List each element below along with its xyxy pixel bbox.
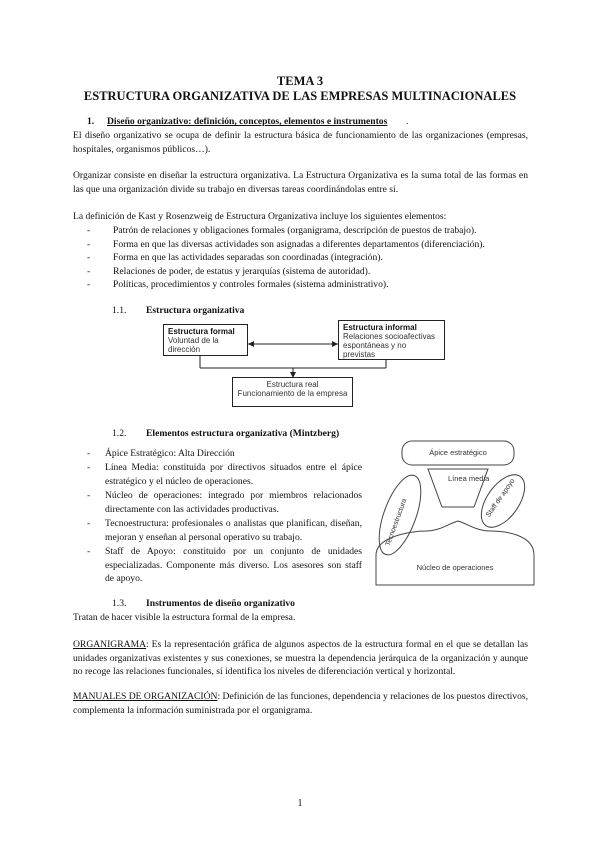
page-title: ESTRUCTURA ORGANIZATIVA DE LAS EMPRESAS MULTINACIONALES xyxy=(83,89,517,103)
manuales-term: MANUALES DE ORGANIZACIÓN xyxy=(73,691,218,702)
paragraph-kast: La definición de Kast y Rosenzweig de Estructura Organizativa incluye los siguientes elementos: xyxy=(73,211,447,222)
paragraph-organize: Organizar consiste en diseñar la estructura organizativa. La Estructura Organizativa es la suma total de las formas en las que una organización divide su trabajo en diversas tareas coordinándolas entre sí. xyxy=(73,170,528,195)
section-1-2-title: Elementos estructura organizativa (Mintzberg) xyxy=(146,428,340,439)
list-item: - Ápice Estratégico: Alta Dirección xyxy=(87,447,362,461)
list-item: - Línea Media: constituida por directivos situados entre el ápice estratégico y el núcleo de operaciones. xyxy=(87,462,362,487)
elements-list: - Patrón de relaciones y obligaciones formales (organigrama, descripción de puestos de trabajo). - Forma en que las diversas actividades son asignadas a diferentes departamentos (diferenciación). - Forma en que las actividades separadas son coordinadas (integración). - Relaciones de poder, de estatus y jerarquías (sistema de autoridad). - Políticas, procedimientos y controles formales (sistema administrativo). xyxy=(87,225,485,290)
section-1-title-end: . xyxy=(406,116,409,127)
list-item: - Staff de Apoyo: constituido por un conjunto de unidades especializadas. Componente más diverso. Los asesores son staff de apoyo. xyxy=(87,546,362,584)
section-1-number: 1. xyxy=(87,116,95,127)
instruments-intro: Tratan de hacer visible la estructura formal de la empresa. xyxy=(73,612,296,623)
informal-structure-title: Estructura informal xyxy=(343,323,417,332)
formal-structure-title: Estructura formal xyxy=(168,327,235,336)
mintzberg-diagram xyxy=(370,435,540,595)
page-number: 1 xyxy=(297,798,303,809)
section-1-title: Diseño organizativo: definición, conceptos, elementos e instrumentos xyxy=(107,116,388,127)
manuales-text: : Definición de las funciones, dependencia y relaciones de los puestos directivos, complementa la información suministrada por el organigrama. xyxy=(73,691,528,716)
organigrama-text: : Es la representación gráfica de algunos aspectos de la estructura formal en el que se detallan las unidades organizativas existentes y sus conexiones, se muestra la dependencia jerárquica de la organización y aunque no recoge las relaciones funcionales, sí identifica los niveles de diferenciación vertical y horizontal. xyxy=(73,639,528,677)
list-item-text: Patrón de relaciones y obligaciones formales (organigrama, descripción de puestos de trabajo). xyxy=(113,225,477,236)
manuales-paragraph xyxy=(73,690,528,717)
core-shape xyxy=(376,521,534,585)
formal-structure-box xyxy=(163,324,248,356)
list-item-text: Ápice Estratégico: Alta Dirección xyxy=(105,448,235,459)
organigrama-term: ORGANIGRAMA xyxy=(73,639,147,650)
list-item: - Núcleo de operaciones: integrado por miembros relacionados directamente con las actividades productivas. xyxy=(87,490,362,515)
real-structure-box xyxy=(232,377,353,407)
list-item-text: Forma en que las diversas actividades son asignadas a diferentes departamentos (diferenciación). xyxy=(113,238,485,250)
list-item-text: Tecnoestructura: profesionales o analistas que planifican, diseñan, mejoran y enseñan al personal operativo su trabajo. xyxy=(105,518,362,543)
list-item: - Tecnoestructura: profesionales o analistas que planifican, diseñan, mejoran y enseñan al personal operativo su trabajo. xyxy=(87,518,362,543)
section-1-3-number: 1.3. xyxy=(112,598,127,609)
section-1-2-number: 1.2. xyxy=(112,428,127,439)
formal-structure-subtitle: Voluntad de la dirección xyxy=(168,336,219,354)
list-item-text: Línea Media: constituida por directivos situados entre el ápice estratégico y el núcleo de operaciones. xyxy=(105,462,362,487)
core-label: Núcleo de operaciones xyxy=(416,563,494,572)
organigrama-paragraph xyxy=(73,638,528,679)
informal-structure-subtitle-1: Relaciones socioafectivas xyxy=(343,332,436,341)
section-1-1-title: Estructura organizativa xyxy=(146,305,245,316)
list-item-text: Staff de Apoyo: constituido por un conjunto de unidades especializadas. Componente más diverso. Los asesores son staff de apoyo. xyxy=(105,546,362,584)
apex-label: Ápice estratégico xyxy=(429,448,487,457)
section-1-3-title: Instrumentos de diseño organizativo xyxy=(146,598,295,609)
list-item-text: Relaciones de poder, de estatus y jerarquías (sistema de autoridad). xyxy=(113,265,371,277)
tema-title: TEMA 3 xyxy=(276,74,324,88)
list-item-text: Forma en que las actividades separadas son coordinadas (integración). xyxy=(113,252,383,263)
arrow-left-icon xyxy=(248,341,254,347)
paragraph-design: El diseño organizativo se ocupa de definir la estructura básica de funcionamiento de las organizaciones (empresas, hospitales, organismos públicos…). xyxy=(73,130,528,155)
list-item-text: Políticas, procedimientos y controles formales (sistema administrativo). xyxy=(113,279,389,290)
real-structure-title: Estructura real xyxy=(266,380,319,389)
list-item-text: Núcleo de operaciones: integrado por miembros relacionados directamente con las actividades productivas. xyxy=(105,490,362,515)
techno-label: Tecnoestructura xyxy=(384,497,409,548)
line-label: Línea media xyxy=(448,474,490,483)
real-structure-subtitle: Funcionamiento de la empresa xyxy=(237,389,348,398)
staff-label: Staff de apoyo xyxy=(484,477,517,519)
section-1-1-number: 1.1. xyxy=(112,305,127,316)
informal-structure-subtitle-2: espontáneas y no previstas xyxy=(343,341,407,359)
informal-structure-box xyxy=(338,320,445,360)
